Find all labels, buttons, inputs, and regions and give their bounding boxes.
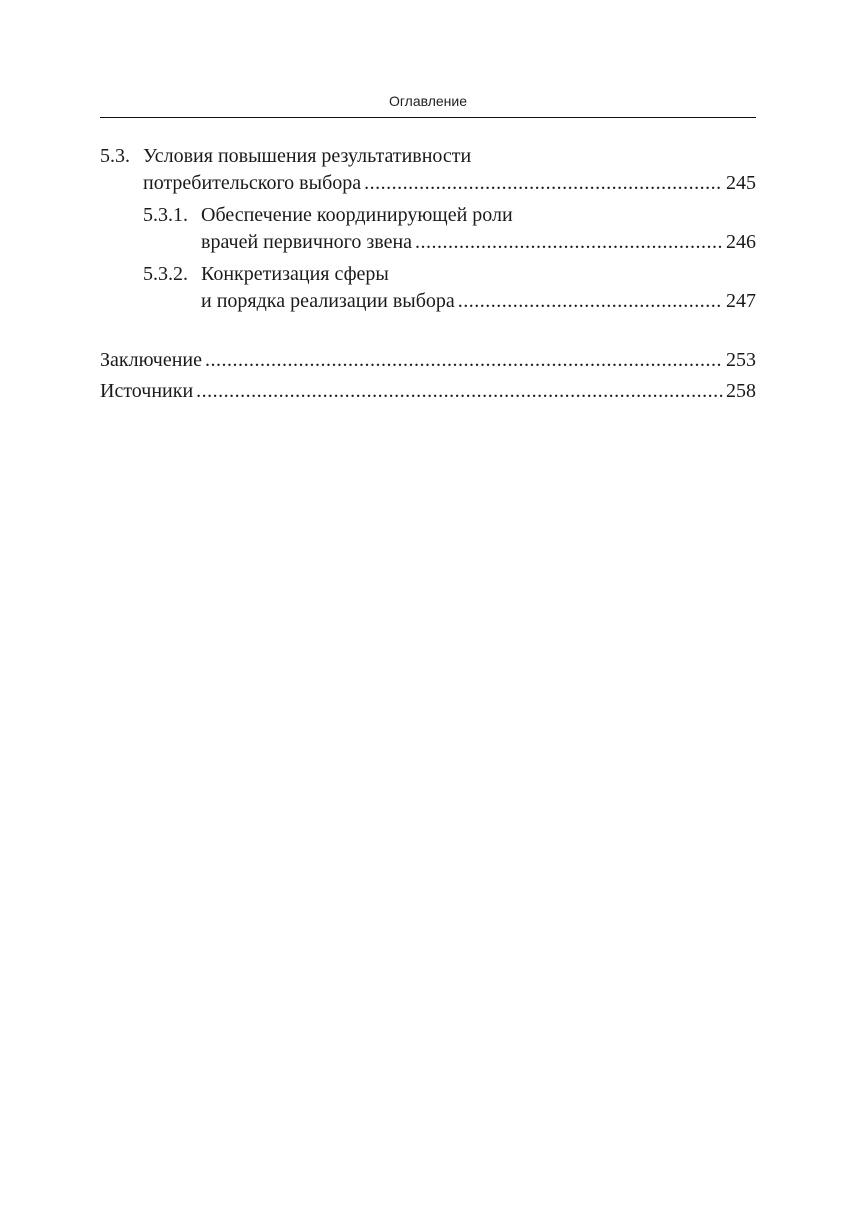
subsection-title-line-2	[201, 229, 756, 256]
subsection-number: 5.3.2.	[143, 263, 188, 285]
page-number: 247	[726, 290, 756, 312]
chapter-title-line	[100, 378, 756, 405]
section-number: 5.3.	[100, 145, 130, 167]
subsection-title-text: и порядка реализации выбора	[201, 290, 455, 312]
toc-entry-conclusion[interactable]	[100, 347, 756, 374]
section-title-line-2	[143, 170, 756, 197]
page-number: 245	[726, 172, 756, 194]
chapter-title-line	[100, 347, 756, 374]
chapter-title-text: Источники	[100, 380, 194, 402]
table-of-contents	[100, 143, 756, 409]
dot-leader	[458, 288, 723, 315]
spacer	[100, 320, 756, 347]
toc-entry-sources[interactable]	[100, 378, 756, 405]
section-title-text: потребительского выбора	[143, 172, 362, 194]
subsection-title-text: Обеспечение координирующей роли	[201, 204, 513, 226]
subsection-title-line-1	[201, 202, 756, 229]
dot-leader	[196, 378, 723, 405]
page-header: Оглавление	[388, 93, 468, 109]
subsection-title-line-1	[201, 261, 756, 288]
subsection-title-text: врачей первичного звена	[201, 231, 413, 253]
section-title-line-1	[143, 143, 756, 170]
subsection-title-text: Конкретизация сферы	[201, 263, 389, 285]
subsection-number: 5.3.1.	[143, 204, 188, 226]
page-number: 258	[726, 380, 756, 402]
toc-entry-5-3-1[interactable]	[100, 202, 756, 256]
page-number: 246	[726, 231, 756, 253]
dot-leader	[364, 170, 723, 197]
header-rule	[100, 117, 756, 118]
section-title-text: Условия повышения результативности	[143, 145, 472, 167]
dot-leader	[205, 347, 723, 374]
dot-leader	[415, 229, 723, 256]
subsection-title-line-2	[201, 288, 756, 315]
toc-entry-5-3[interactable]	[100, 143, 756, 197]
chapter-title-text: Заключение	[100, 349, 202, 371]
toc-entry-5-3-2[interactable]	[100, 261, 756, 315]
page-number: 253	[726, 349, 756, 371]
